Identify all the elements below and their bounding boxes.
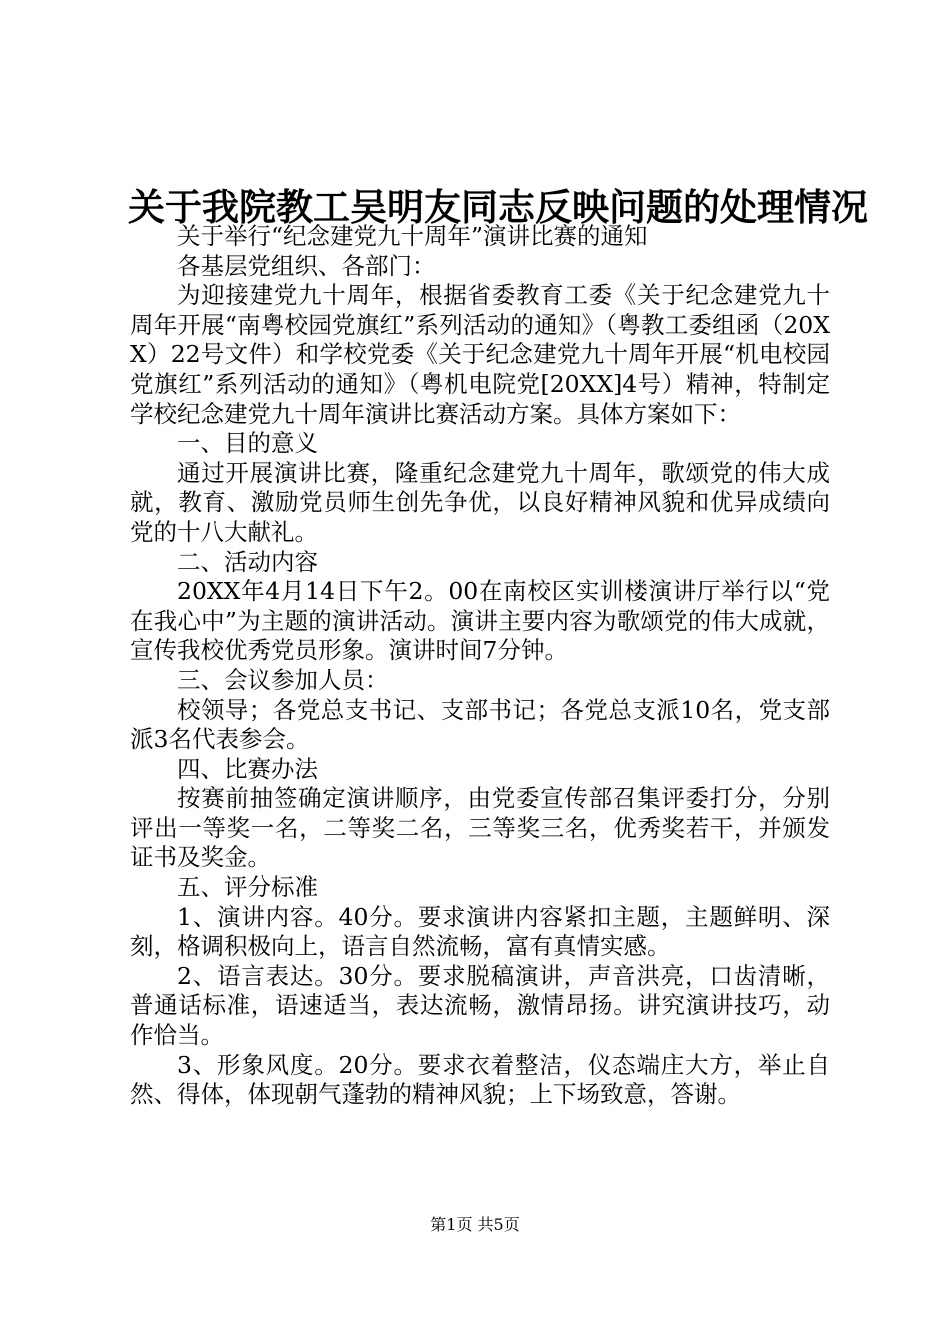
- paragraph-notice-heading: 关于举行“纪念建党九十周年”演讲比赛的通知: [177, 222, 648, 250]
- paragraph-participants: 校领导；各党总支书记、支部书记；各党总支派10名，党支部派3名代表参会。: [130, 695, 830, 754]
- section-heading-purpose: 一、目的意义: [177, 429, 318, 458]
- paragraph-purpose: 通过开展演讲比赛，隆重纪念建党九十周年，歌颂党的伟大成就，教育、激励党员师生创先争优，以良好精神风貌和优异成绩向党的十八大献礼。: [130, 458, 830, 546]
- document-body: [130, 222, 830, 1110]
- section-heading-method: 四、比赛办法: [177, 754, 318, 783]
- section-heading-content: 二、活动内容: [177, 547, 318, 576]
- page-footer: 第1页 共5页: [430, 1215, 520, 1234]
- paragraph-criteria-language: 2、语言表达。30分。要求脱稿演讲，声音洪亮，口齿清晰，普通话标准，语速适当，表达流畅，激情昂扬。讲究演讲技巧，动作恰当。: [130, 961, 830, 1050]
- section-heading-criteria: 五、评分标准: [177, 873, 318, 902]
- section-heading-participants: 三、会议参加人员：: [177, 665, 389, 694]
- paragraph-addressee: 各基层党组织、各部门：: [177, 251, 436, 280]
- paragraph-intro: 为迎接建党九十周年，根据省委教育工委《关于纪念建党九十周年开展“南粤校园党旗红”系列活动的通知》（粤教工委组函（20XX）22号文件）和学校党委《关于纪念建党九十周年开展“机电校园党旗红”系列活动的通知》（粤机电院党[20XX]4号）精神，特制定学校纪念建党九十周年演讲比赛活动方案。具体方案如下：: [130, 281, 830, 428]
- paragraph-criteria-appearance: 3、形象风度。20分。要求衣着整洁，仪态端庄大方，举止自然、得体，体现朝气蓬勃的精神风貌；上下场致意，答谢。: [130, 1050, 830, 1109]
- paragraph-method: 按赛前抽签确定演讲顺序，由党委宣传部召集评委打分，分别评出一等奖一名，二等奖二名，三等奖三名，优秀奖若干，并颁发证书及奖金。: [130, 784, 830, 872]
- paragraph-criteria-content: 1、演讲内容。40分。要求演讲内容紧扣主题，主题鲜明、深刻，格调积极向上，语言自然流畅，富有真情实感。: [130, 902, 830, 961]
- paragraph-content: 20XX年4月14日下午2。00在南校区实训楼演讲厅举行以“党在我心中”为主题的演讲活动。演讲主要内容为歌颂党的伟大成就，宣传我校优秀党员形象。演讲时间7分钟。: [130, 577, 830, 665]
- document-title: 关于我院教工吴明友同志反映问题的处理情况: [128, 186, 868, 229]
